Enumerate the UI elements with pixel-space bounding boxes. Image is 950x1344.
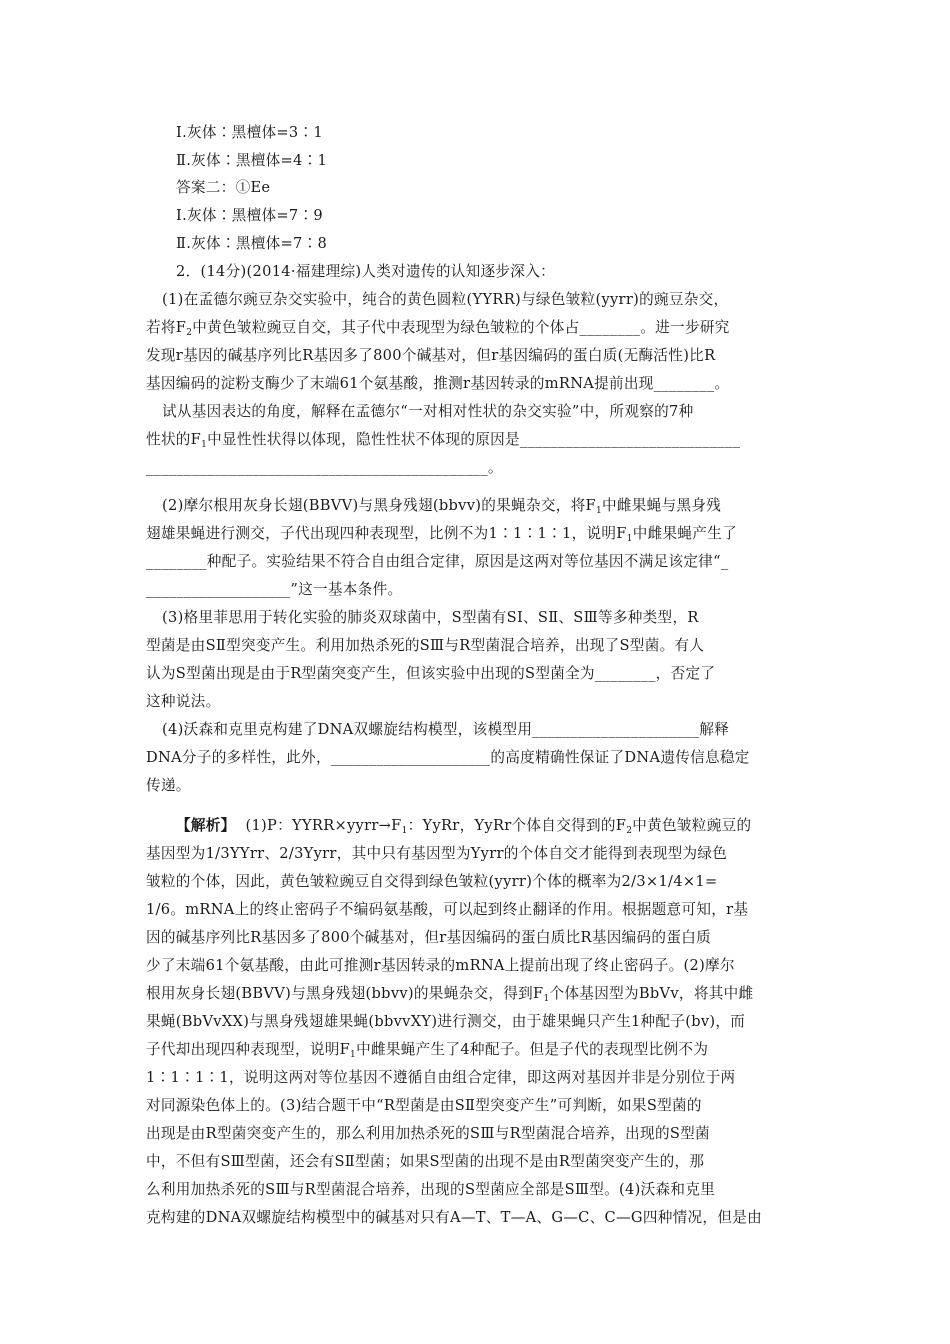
analysis-line: 么利用加热杀死的SⅢ与R型菌混合培养，出现的S型菌应全部是SⅢ型。(4)沃森和克里: [146, 1181, 716, 1198]
q2-part4-line: 传递。: [146, 777, 191, 794]
question-2-heading: 2．(14分)(2014·福建理综)人类对遗传的认知逐步深入：: [176, 263, 555, 280]
q2-part4-line: (4)沃森和克里克构建了DNA双螺旋结构模型，该模型用______________________解释: [162, 721, 730, 738]
analysis-line: 果蝇(BbVvXX)与黑身残翅雄果蝇(bbvvXY)进行测交，由于雄果蝇只产生1种配子(bv)，而: [146, 1013, 746, 1030]
answer-one-ratio-1: Ⅰ.灰体∶黑檀体=3∶1: [176, 124, 323, 141]
analysis-line: 子代却出现四种表现型，说明$F_1$中雌果蝇产生了4种配子。但是子代的表现型比例不为: [146, 1041, 709, 1060]
analysis-line: 出现是由R型菌突变产生的，那么利用加热杀死的SⅢ与R型菌混合培养，出现的S型菌: [146, 1125, 710, 1142]
q2-part1-line: 发现r基因的碱基序列比R基因多了800个碱基对，但r基因编码的蛋白质(无酶活性)比R: [146, 347, 716, 364]
analysis-line: 1/6。mRNA上的终止密码子不编码氨基酸，可以起到终止翻译的作用。根据题意可知，r基: [146, 901, 749, 918]
analysis-line: 少了末端61个氨基酸，由此可推测r基因转录的mRNA上提前出现了终止密码子。(2)摩尔: [146, 957, 735, 974]
answer-two-ratio-1: Ⅰ.灰体∶黑檀体=7∶9: [176, 207, 323, 224]
analysis-line: 根用灰身长翅(BBVV)与黑身残翅(bbvv)的果蝇杂交，得到$F_1$个体基因型为BbVv，将其中雌: [146, 985, 754, 1004]
q2-part2-line: ___________________”这一基本条件。: [146, 581, 403, 598]
q2-part2-line: 翅雄果蝇进行测交，子代出现四种表现型，比例不为1∶1∶1∶1，说明$F_1$中雌果蝇产生了: [146, 525, 737, 544]
analysis-line: 基因型为1/3YYrr、2/3Yyrr，其中只有基因型为Yyrr的个体自交才能得到表现型为绿色: [146, 845, 728, 862]
analysis-line: 1∶1∶1∶1，说明这两对等位基因不遵循自由组合定律，即这两对基因并非是分别位于两: [146, 1069, 736, 1086]
q2-part3-line: 这种说法。: [146, 693, 221, 710]
q2-part1-line: (1)在孟德尔豌豆杂交实验中，纯合的黄色圆粒(YYRR)与绿色皱粒(yyrr)的豌豆杂交，: [162, 291, 729, 308]
analysis-label: 【解析】: [176, 817, 236, 834]
answer-two-ratio-2: Ⅱ.灰体∶黑檀体=7∶8: [176, 235, 328, 252]
q2-part1-line: 试从基因表达的角度，解释在孟德尔“一对相对性状的杂交实验”中，所观察的7种: [162, 403, 694, 420]
q2-part2-line: ________种配子。实验结果不符合自由组合定律，原因是这两对等位基因不满足该定律“_: [146, 553, 729, 570]
q2-part1-line: 性状的$F_1$中显性性状得以体现，隐性性状不体现的原因是_____________________________: [146, 431, 741, 450]
analysis-line: 因的碱基序列比R基因多了800个碱基对，但r基因编码的蛋白质比R基因编码的蛋白质: [146, 929, 711, 946]
analysis-line: 【解析】 (1)P：$YYRR\times yyrr\to F_1$：YyRr，YyRr个体自交得到的$F_2$中黄色皱粒豌豆的: [176, 817, 752, 836]
q2-part1-line: 基因编码的淀粉支酶少了末端61个氨基酸，推测r基因转录的mRNA提前出现________。: [146, 375, 730, 392]
answer-one-ratio-2: Ⅱ.灰体∶黑檀体=4∶1: [176, 152, 328, 169]
q2-part4-line: DNA分子的多样性，此外，_____________________的高度精确性保证了DNA遗传信息稳定: [146, 749, 750, 766]
analysis-line: 克构建的DNA双螺旋结构模型中的碱基对只有A—T、T—A、G—C、C—G四种情况，但是由: [146, 1209, 762, 1226]
q2-part3-line: 认为S型菌出现是由于R型菌突变产生，但该实验中出现的S型菌全为________，否定了: [146, 665, 716, 682]
q2-part1-line: 若将$F_2$中黄色皱粒豌豆自交，其子代中表现型为绿色皱粒的个体占________。进一步研究: [146, 319, 730, 338]
q2-part3-line: 型菌是由SⅡ型突变产生。利用加热杀死的SⅢ与R型菌混合培养，出现了S型菌。有人: [146, 637, 705, 654]
analysis-line: 中，不但有SⅢ型菌，还会有SⅡ型菌；如果S型菌的出现不是由R型菌突变产生的，那: [146, 1153, 705, 1170]
analysis-line: 皱粒的个体，因此，黄色皱粒豌豆自交得到绿色皱粒(yyrr)个体的概率为2/3×1/4×1=: [146, 873, 718, 890]
q2-part1-line: _____________________________________________。: [146, 459, 503, 476]
q2-part3-line: (3)格里菲思用于转化实验的肺炎双球菌中，S型菌有SⅠ、SⅡ、SⅢ等多种类型，R: [162, 609, 699, 626]
q2-part2-line: (2)摩尔根用灰身长翅(BBVV)与黑身残翅(bbvv)的果蝇杂交，将$F_1$中雌果蝇与黑身残: [162, 497, 722, 516]
analysis-line: 对同源染色体上的。(3)结合题干中“R型菌是由SⅡ型突变产生”可判断，如果S型菌的: [146, 1097, 702, 1114]
answer-two-heading: 答案二：①Ee: [176, 179, 271, 196]
